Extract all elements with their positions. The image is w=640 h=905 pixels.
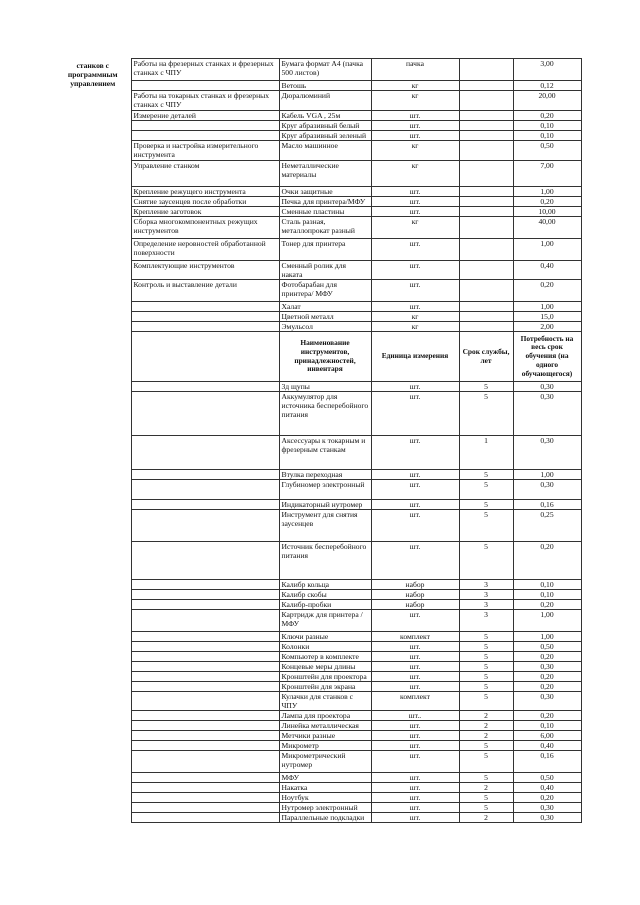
unit-cell: шт. (371, 793, 459, 803)
quantity-cell: 0,16 (513, 500, 581, 510)
instrument-row (55, 721, 581, 731)
instrument-row (55, 652, 581, 662)
unit-cell: шт. (371, 721, 459, 731)
material-row (55, 261, 581, 280)
service-life-cell (459, 59, 513, 81)
instrument-row (55, 510, 581, 542)
item-name-cell: Круг абразивный зеленый (279, 131, 371, 141)
unit-cell: шт. (371, 197, 459, 207)
material-row (55, 217, 581, 239)
item-name-cell: Дюралюминий (279, 91, 371, 111)
unit-cell: шт. (371, 207, 459, 217)
item-name-cell: Накатка (279, 783, 371, 793)
item-name-cell: Втулка переходная (279, 470, 371, 480)
unit-cell: шт. (371, 121, 459, 131)
item-name-cell: Кабель VGA , 25м (279, 111, 371, 121)
item-name-cell: Кулачки для станков с ЧПУ (279, 692, 371, 711)
service-life-cell: 5 (459, 392, 513, 436)
instrument-row (55, 793, 581, 803)
blank-operation-cell (131, 642, 279, 652)
service-life-cell: 5 (459, 793, 513, 803)
instrument-row (55, 803, 581, 813)
instrument-row (55, 500, 581, 510)
quantity-cell: 6,00 (513, 731, 581, 741)
operation-cell (131, 81, 279, 91)
instrument-row (55, 731, 581, 741)
item-name-cell: Ключи разные (279, 632, 371, 642)
item-name-cell: Источник бесперебойного питания (279, 542, 371, 580)
unit-cell: шт. (371, 610, 459, 632)
instrument-row (55, 590, 581, 600)
unit-cell: шт. (371, 436, 459, 470)
service-life-cell: 5 (459, 652, 513, 662)
operation-cell (131, 312, 279, 322)
quantity-cell: 7,00 (513, 161, 581, 187)
service-life-cell: 5 (459, 510, 513, 542)
service-life-cell: 3 (459, 600, 513, 610)
service-life-cell: 5 (459, 632, 513, 642)
instrument-row (55, 382, 581, 392)
quantity-cell: 0,25 (513, 510, 581, 542)
instrument-row (55, 711, 581, 721)
unit-cell: шт. (371, 813, 459, 823)
unit-cell: шт. (371, 239, 459, 261)
service-life-cell (459, 261, 513, 280)
material-row (55, 312, 581, 322)
quantity-cell: 10,00 (513, 207, 581, 217)
blank-operation-cell (131, 711, 279, 721)
quantity-cell: 0,20 (513, 652, 581, 662)
quantity-cell: 0,30 (513, 692, 581, 711)
quantity-cell: 0,30 (513, 436, 581, 470)
service-life-cell: 5 (459, 542, 513, 580)
quantity-cell: 0,50 (513, 773, 581, 783)
service-life-cell: 5 (459, 642, 513, 652)
service-life-cell (459, 111, 513, 121)
unit-cell: шт. (371, 652, 459, 662)
quantity-cell: 0,20 (513, 280, 581, 302)
item-name-cell: Картридж для принтера /МФУ (279, 610, 371, 632)
instrument-row (55, 783, 581, 793)
instrument-row (55, 662, 581, 672)
material-row (55, 141, 581, 161)
material-row (55, 197, 581, 207)
operation-cell: Работы на фрезерных станках и фрезерных станках с ЧПУ (131, 59, 279, 81)
quantity-cell: 1,00 (513, 610, 581, 632)
item-name-cell: Нутромер электронный (279, 803, 371, 813)
service-life-cell (459, 239, 513, 261)
quantity-cell: 0,40 (513, 741, 581, 751)
unit-cell: комплект (371, 692, 459, 711)
blank-operation-cell (131, 793, 279, 803)
operation-cell: Снятие заусенцев после обработки (131, 197, 279, 207)
header-blank-cell (131, 332, 279, 382)
service-life-cell: 3 (459, 580, 513, 590)
operation-cell: Контроль и выставление детали (131, 280, 279, 302)
service-life-cell: 2 (459, 721, 513, 731)
header-unit: Единица измерения (371, 332, 459, 382)
unit-cell: пачка (371, 59, 459, 81)
blank-operation-cell (131, 662, 279, 672)
service-life-cell: 5 (459, 470, 513, 480)
service-life-cell: 5 (459, 662, 513, 672)
unit-cell: шт. (371, 261, 459, 280)
quantity-cell: 0,20 (513, 793, 581, 803)
item-name-cell: Цветной металл (279, 312, 371, 322)
service-life-cell (459, 91, 513, 111)
service-life-cell: 2 (459, 783, 513, 793)
quantity-cell: 0,10 (513, 721, 581, 731)
quantity-cell: 0,20 (513, 197, 581, 207)
unit-cell: шт. (371, 642, 459, 652)
item-name-cell: Печка для принтера/МФУ (279, 197, 371, 207)
service-life-cell: 5 (459, 803, 513, 813)
instrument-row (55, 610, 581, 632)
item-name-cell: Концевые меры длины (279, 662, 371, 672)
instrument-row (55, 682, 581, 692)
item-name-cell: Ветошь (279, 81, 371, 91)
item-name-cell: Лампа для проектора (279, 711, 371, 721)
quantity-cell: 2,00 (513, 322, 581, 332)
quantity-cell: 0,20 (513, 711, 581, 721)
item-name-cell: Бумага формат А4 (пачка 500 листов) (279, 59, 371, 81)
material-row (55, 322, 581, 332)
item-name-cell: Компьютер в комплекте (279, 652, 371, 662)
operation-cell: Определение неровностей обработанной поверхности (131, 239, 279, 261)
quantity-cell: 0,40 (513, 261, 581, 280)
item-name-cell: Калибр кольца (279, 580, 371, 590)
blank-operation-cell (131, 580, 279, 590)
service-life-cell (459, 121, 513, 131)
unit-cell: кг (371, 91, 459, 111)
blank-operation-cell (131, 741, 279, 751)
quantity-cell: 20,00 (513, 91, 581, 111)
quantity-cell: 0,30 (513, 662, 581, 672)
item-name-cell: Сменные пластины (279, 207, 371, 217)
item-name-cell: Калибр-пробки (279, 600, 371, 610)
item-name-cell: Колонки (279, 642, 371, 652)
section-title: станков с программным управлением (55, 59, 131, 823)
document-sheet (55, 58, 581, 823)
operation-cell: Сборка многокомпонентных режущих инструментов (131, 217, 279, 239)
blank-operation-cell (131, 392, 279, 436)
material-row (55, 81, 581, 91)
service-life-cell: 2 (459, 731, 513, 741)
item-name-cell: Круг абразивный белый (279, 121, 371, 131)
item-name-cell: Микрометр (279, 741, 371, 751)
unit-cell: шт. (371, 480, 459, 500)
blank-operation-cell (131, 751, 279, 773)
quantity-cell: 1,00 (513, 239, 581, 261)
item-name-cell: Очки защитные (279, 187, 371, 197)
quantity-cell: 0,40 (513, 783, 581, 793)
quantity-cell: 0,30 (513, 382, 581, 392)
blank-operation-cell (131, 692, 279, 711)
unit-cell: набор (371, 600, 459, 610)
quantity-cell: 1,00 (513, 632, 581, 642)
quantity-cell: 0,50 (513, 642, 581, 652)
unit-cell: кг (371, 161, 459, 187)
quantity-cell: 0,12 (513, 81, 581, 91)
quantity-cell: 0,20 (513, 600, 581, 610)
blank-operation-cell (131, 773, 279, 783)
instrument-row (55, 692, 581, 711)
item-name-cell: Индикаторный нутромер (279, 500, 371, 510)
blank-operation-cell (131, 672, 279, 682)
material-row (55, 91, 581, 111)
quantity-cell: 3,00 (513, 59, 581, 81)
instrument-row (55, 642, 581, 652)
service-life-cell (459, 141, 513, 161)
service-life-cell: 5 (459, 480, 513, 500)
unit-cell: кг (371, 312, 459, 322)
service-life-cell: 5 (459, 382, 513, 392)
quantity-cell: 1,00 (513, 187, 581, 197)
item-name-cell: Глубиномер электронный (279, 480, 371, 500)
material-row (55, 111, 581, 121)
item-name-cell: 3д щупы (279, 382, 371, 392)
material-row (55, 302, 581, 312)
unit-cell: шт. (371, 682, 459, 692)
quantity-cell: 0,10 (513, 590, 581, 600)
blank-operation-cell (131, 510, 279, 542)
inventory-table (55, 58, 582, 823)
unit-cell: шт. (371, 783, 459, 793)
item-name-cell: МФУ (279, 773, 371, 783)
unit-cell: шт. (371, 500, 459, 510)
unit-cell: шт. (371, 131, 459, 141)
blank-operation-cell (131, 600, 279, 610)
unit-cell: шт. (371, 731, 459, 741)
unit-cell: шт.. (371, 711, 459, 721)
header-life: Срок службы, лет (459, 332, 513, 382)
unit-cell: шт. (371, 773, 459, 783)
quantity-cell: 0,16 (513, 751, 581, 773)
header-quantity: Потребность на весь срок обучения (на одного обучающегося) (513, 332, 581, 382)
unit-cell: шт. (371, 382, 459, 392)
unit-cell: набор (371, 590, 459, 600)
service-life-cell: 2 (459, 711, 513, 721)
service-life-cell: 5 (459, 672, 513, 682)
service-life-cell: 5 (459, 741, 513, 751)
blank-operation-cell (131, 470, 279, 480)
blank-operation-cell (131, 652, 279, 662)
item-name-cell: Аккумулятор для источника бесперебойного питания (279, 392, 371, 436)
instrument-row (55, 392, 581, 436)
service-life-cell (459, 302, 513, 312)
service-life-cell (459, 81, 513, 91)
table-header-row (55, 332, 581, 382)
operation-cell: Управление станком (131, 161, 279, 187)
item-name-cell: Тонер для принтера (279, 239, 371, 261)
service-life-cell (459, 187, 513, 197)
unit-cell: шт. (371, 280, 459, 302)
unit-cell: кг (371, 217, 459, 239)
service-life-cell (459, 161, 513, 187)
quantity-cell: 0,20 (513, 542, 581, 580)
service-life-cell (459, 312, 513, 322)
unit-cell: шт. (371, 470, 459, 480)
operation-cell (131, 322, 279, 332)
unit-cell: кг (371, 322, 459, 332)
item-name-cell: Инструмент для снятия заусенцев (279, 510, 371, 542)
blank-operation-cell (131, 382, 279, 392)
blank-operation-cell (131, 813, 279, 823)
quantity-cell: 40,00 (513, 217, 581, 239)
item-name-cell: Эмульсол (279, 322, 371, 332)
instrument-row (55, 672, 581, 682)
operation-cell: Крепление заготовок (131, 207, 279, 217)
unit-cell: шт. (371, 751, 459, 773)
operation-cell: Работы на токарных станках и фрезерных станках с ЧПУ (131, 91, 279, 111)
material-row (55, 280, 581, 302)
service-life-cell (459, 131, 513, 141)
blank-operation-cell (131, 480, 279, 500)
quantity-cell: 0,10 (513, 131, 581, 141)
item-name-cell: Ноутбук (279, 793, 371, 803)
unit-cell: шт. (371, 187, 459, 197)
service-life-cell: 2 (459, 813, 513, 823)
unit-cell: шт. (371, 672, 459, 682)
item-name-cell: Сталь разная, металлопрокат разный (279, 217, 371, 239)
material-row (55, 187, 581, 197)
blank-operation-cell (131, 803, 279, 813)
instrument-row (55, 751, 581, 773)
quantity-cell: 1,00 (513, 470, 581, 480)
service-life-cell: 3 (459, 610, 513, 632)
operation-cell: Измерение деталей (131, 111, 279, 121)
quantity-cell: 15,0 (513, 312, 581, 322)
header-name: Наименование инструментов, принадлежностей, инвентаря (279, 332, 371, 382)
quantity-cell: 0,10 (513, 121, 581, 131)
item-name-cell: Фотобарабан для принтера/ МФУ (279, 280, 371, 302)
quantity-cell: 0,30 (513, 392, 581, 436)
service-life-cell (459, 280, 513, 302)
unit-cell: шт. (371, 510, 459, 542)
unit-cell: шт. (371, 302, 459, 312)
item-name-cell: Неметаллические материалы (279, 161, 371, 187)
operation-cell: Проверка и настройка измерительного инструмента (131, 141, 279, 161)
quantity-cell: 0,10 (513, 580, 581, 590)
blank-operation-cell (131, 731, 279, 741)
quantity-cell: 0,50 (513, 141, 581, 161)
instrument-row (55, 600, 581, 610)
material-row (55, 239, 581, 261)
item-name-cell: Микрометрический нутромер (279, 751, 371, 773)
unit-cell: шт. (371, 662, 459, 672)
instrument-row (55, 813, 581, 823)
item-name-cell: Масло машинное (279, 141, 371, 161)
item-name-cell: Параллельные подкладки (279, 813, 371, 823)
operation-cell: Крепление режущего инструмента (131, 187, 279, 197)
unit-cell: шт. (371, 803, 459, 813)
item-name-cell: Кронштейн для экрана (279, 682, 371, 692)
blank-operation-cell (131, 436, 279, 470)
service-life-cell (459, 197, 513, 207)
blank-operation-cell (131, 783, 279, 793)
instrument-row (55, 542, 581, 580)
quantity-cell: 0,30 (513, 813, 581, 823)
blank-operation-cell (131, 542, 279, 580)
item-name-cell: Кронштейн для проектора (279, 672, 371, 682)
material-row (55, 207, 581, 217)
service-life-cell: 5 (459, 773, 513, 783)
service-life-cell (459, 207, 513, 217)
unit-cell: набор (371, 580, 459, 590)
service-life-cell: 5 (459, 500, 513, 510)
unit-cell: шт. (371, 111, 459, 121)
service-life-cell: 1 (459, 436, 513, 470)
service-life-cell: 5 (459, 692, 513, 711)
service-life-cell (459, 322, 513, 332)
material-row (55, 131, 581, 141)
instrument-row (55, 773, 581, 783)
blank-operation-cell (131, 721, 279, 731)
unit-cell: комплект (371, 632, 459, 642)
service-life-cell: 5 (459, 751, 513, 773)
quantity-cell: 0,20 (513, 672, 581, 682)
service-life-cell (459, 217, 513, 239)
blank-operation-cell (131, 632, 279, 642)
item-name-cell: Метчики разные (279, 731, 371, 741)
instrument-row (55, 436, 581, 470)
operation-cell (131, 121, 279, 131)
item-name-cell: Халат (279, 302, 371, 312)
unit-cell: шт. (371, 542, 459, 580)
item-name-cell: Аксессуары к токарным и фрезерным станкам (279, 436, 371, 470)
instrument-row (55, 480, 581, 500)
quantity-cell: 0,30 (513, 803, 581, 813)
item-name-cell: Линейка металлическая (279, 721, 371, 731)
instrument-row (55, 741, 581, 751)
blank-operation-cell (131, 682, 279, 692)
material-row (55, 121, 581, 131)
instrument-row (55, 632, 581, 642)
unit-cell: кг (371, 141, 459, 161)
instrument-row (55, 580, 581, 590)
quantity-cell: 0,20 (513, 111, 581, 121)
unit-cell: шт. (371, 392, 459, 436)
item-name-cell: Калибр скобы (279, 590, 371, 600)
material-row (55, 161, 581, 187)
instrument-row (55, 470, 581, 480)
operation-cell (131, 302, 279, 312)
operation-cell (131, 131, 279, 141)
blank-operation-cell (131, 500, 279, 510)
blank-operation-cell (131, 590, 279, 600)
item-name-cell: Сменный ролик для наката (279, 261, 371, 280)
operation-cell: Комплектующие инструментов (131, 261, 279, 280)
service-life-cell: 5 (459, 682, 513, 692)
unit-cell: кг (371, 81, 459, 91)
quantity-cell: 1,00 (513, 302, 581, 312)
service-life-cell: 3 (459, 590, 513, 600)
blank-operation-cell (131, 610, 279, 632)
unit-cell: шт. (371, 741, 459, 751)
quantity-cell: 0,30 (513, 480, 581, 500)
quantity-cell: 0,20 (513, 682, 581, 692)
material-row (55, 59, 581, 81)
